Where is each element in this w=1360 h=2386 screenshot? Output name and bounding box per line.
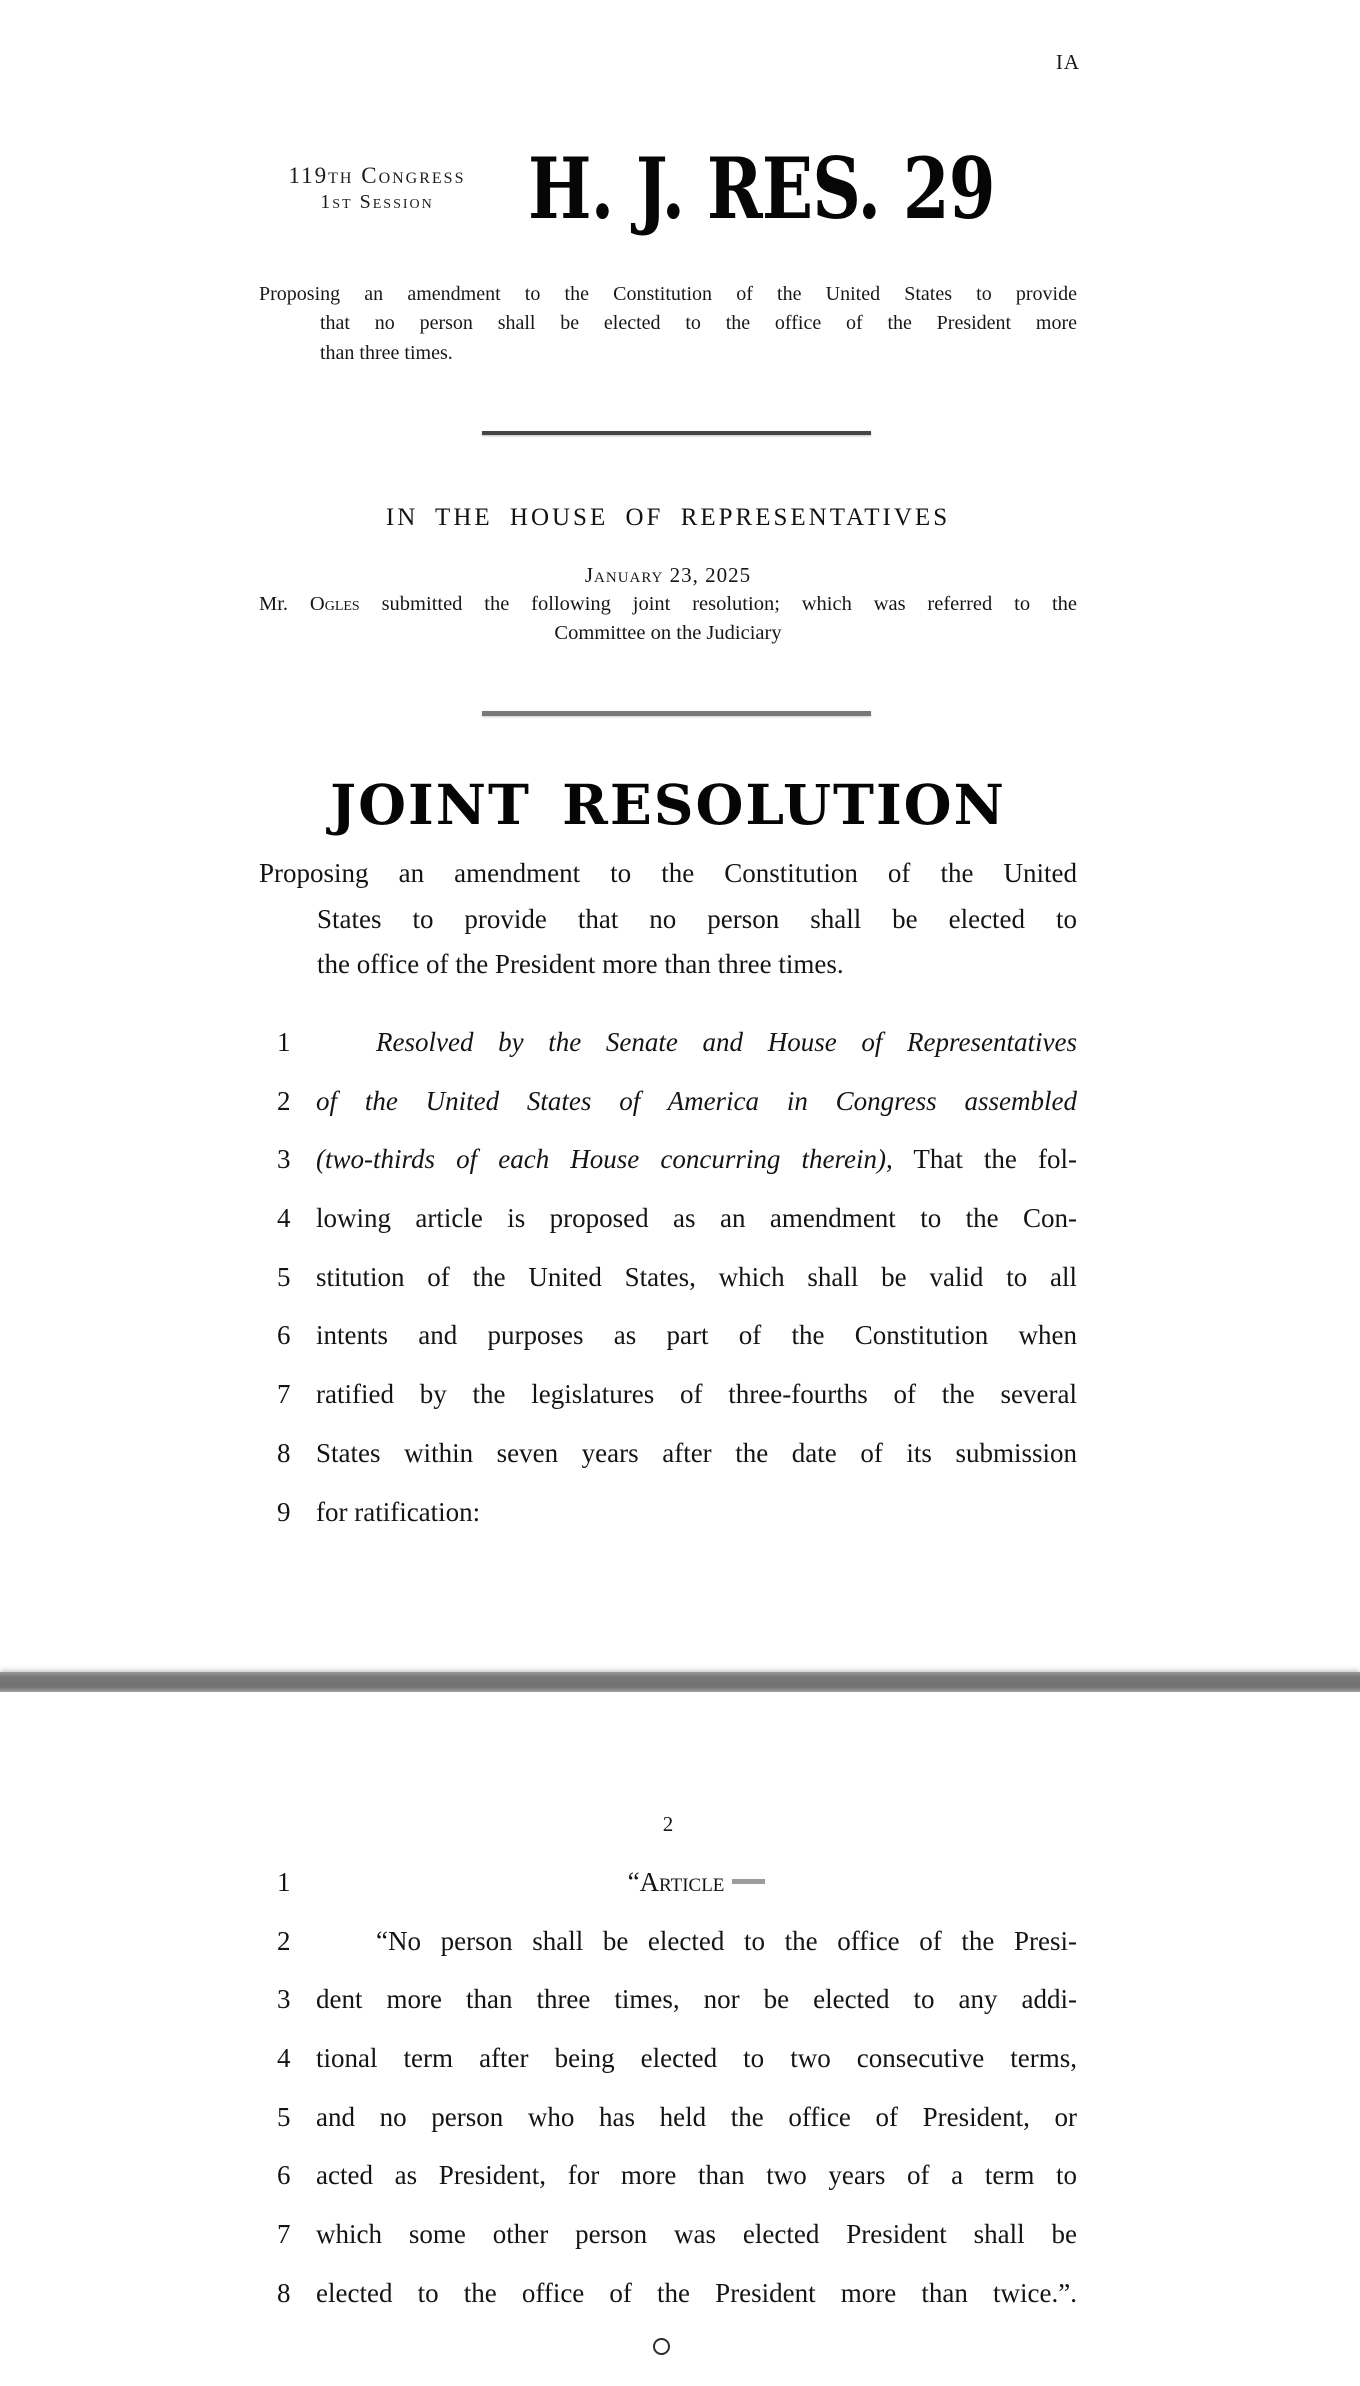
resolution-preamble bbox=[259, 851, 1077, 988]
line-number: 6 bbox=[277, 2160, 291, 2191]
introduction-date: January 23, 2025 bbox=[584, 563, 752, 587]
body-line bbox=[277, 2146, 1077, 2205]
corner-mark: IA bbox=[1055, 50, 1080, 74]
line-number: 6 bbox=[277, 1320, 291, 1351]
body-line bbox=[277, 2205, 1077, 2264]
preamble-line: States to provide that no person shall be elected to bbox=[317, 903, 1077, 934]
body-line bbox=[277, 1248, 1077, 1307]
line-number: 4 bbox=[277, 1203, 291, 1234]
official-title-line: that no person shall be elected to the office of the President more bbox=[320, 312, 1077, 335]
congress-session-block bbox=[256, 163, 498, 215]
body-line bbox=[277, 1424, 1077, 1483]
line-text: lowing article is proposed as an amendment to the Con- bbox=[316, 1203, 1077, 1234]
line-text: and no person who has held the office of President, or bbox=[316, 2101, 1077, 2132]
line-number: 1 bbox=[277, 1867, 291, 1897]
line-text: stitution of the United States, which shall be valid to all bbox=[316, 1261, 1077, 1292]
line-number: 9 bbox=[277, 1496, 291, 1527]
body-line bbox=[277, 1072, 1077, 1131]
resolution-heading: JOINT RESOLUTION bbox=[330, 772, 1006, 837]
page1-body-lines bbox=[277, 1013, 1077, 1541]
line-text: intents and purposes as part of the Constitution when bbox=[316, 1320, 1077, 1351]
line-number: 5 bbox=[277, 1261, 291, 1292]
line-number: 8 bbox=[277, 2277, 291, 2308]
page2-body-lines bbox=[277, 1853, 1077, 2323]
end-of-bill-mark bbox=[653, 2338, 670, 2355]
page-number: 2 bbox=[662, 1812, 674, 1836]
line-text: “No person shall be elected to the office of the Presi- bbox=[376, 1925, 1077, 1956]
line-text: Resolved by the Senate and House of Representatives bbox=[376, 1027, 1077, 1057]
body-line bbox=[277, 2264, 1077, 2323]
line-number: 7 bbox=[277, 1379, 291, 1410]
line-number: 7 bbox=[277, 2219, 291, 2250]
preamble-line: Proposing an amendment to the Constitution of the United bbox=[259, 858, 1077, 888]
body-line bbox=[277, 2088, 1077, 2147]
line-number: 3 bbox=[277, 1144, 291, 1175]
article-dash bbox=[732, 1879, 765, 1884]
body-line bbox=[277, 1912, 1077, 1971]
committee-line: Committee on the Judiciary bbox=[554, 622, 782, 645]
line-text: dent more than three times, nor be elected to any addi- bbox=[316, 1984, 1077, 2015]
chamber-heading: IN THE HOUSE OF REPRESENTATIVES bbox=[385, 504, 951, 531]
session-number: 1st Session bbox=[320, 191, 434, 213]
congress-number: 119th Congress bbox=[288, 163, 466, 188]
sponsor-line: Mr. Ogles submitted the following joint resolution; which was referred to the bbox=[259, 593, 1077, 615]
line-text: acted as President, for more than two years of a term to bbox=[316, 2160, 1077, 2191]
line-text: (two-thirds of each House concurring therein), That the fol- bbox=[316, 1144, 1078, 1175]
line-number: 5 bbox=[277, 2101, 291, 2132]
line-number: 2 bbox=[277, 1085, 291, 1116]
horizontal-rule bbox=[482, 711, 871, 716]
official-title-line: than three times. bbox=[320, 341, 453, 364]
line-number: 8 bbox=[277, 1437, 291, 1468]
body-line bbox=[277, 1306, 1077, 1365]
line-text: elected to the office of the President more than twice.”. bbox=[316, 2277, 1077, 2308]
body-line bbox=[277, 1853, 1077, 1912]
line-text: for ratification: bbox=[316, 1496, 481, 1527]
body-line bbox=[277, 1130, 1077, 1189]
horizontal-rule bbox=[482, 431, 871, 435]
line-number: 3 bbox=[277, 1984, 291, 2015]
line-text: ratified by the legislatures of three-fourths of the several bbox=[316, 1379, 1077, 1410]
line-text: States within seven years after the date of its submission bbox=[316, 1437, 1077, 1468]
official-title-line: Proposing an amendment to the Constitution of the United States to provide bbox=[259, 283, 1077, 305]
preamble-line: the office of the President more than three times. bbox=[317, 949, 844, 979]
page-separator bbox=[0, 1672, 1360, 1692]
official-title bbox=[259, 280, 1077, 368]
article-heading: “Article bbox=[316, 1853, 1077, 1912]
line-text: of the United States of America in Congress assembled bbox=[316, 1085, 1077, 1116]
line-text: which some other person was elected President shall be bbox=[316, 2219, 1077, 2250]
body-line bbox=[277, 1483, 1077, 1542]
bill-page-2 bbox=[0, 1692, 1360, 2386]
body-line bbox=[277, 1970, 1077, 2029]
body-line bbox=[277, 1189, 1077, 1248]
line-text: tional term after being elected to two consecutive terms, bbox=[316, 2043, 1077, 2074]
line-number: 2 bbox=[277, 1925, 291, 1956]
line-number: 1 bbox=[277, 1027, 291, 1057]
line-number: 4 bbox=[277, 2043, 291, 2074]
sponsor-statement bbox=[259, 590, 1077, 649]
body-line bbox=[277, 1365, 1077, 1424]
body-line bbox=[277, 1013, 1077, 1072]
bill-number: H. J. RES. 29 bbox=[528, 139, 995, 238]
body-line bbox=[277, 2029, 1077, 2088]
sponsor-name: Ogles bbox=[309, 593, 360, 615]
